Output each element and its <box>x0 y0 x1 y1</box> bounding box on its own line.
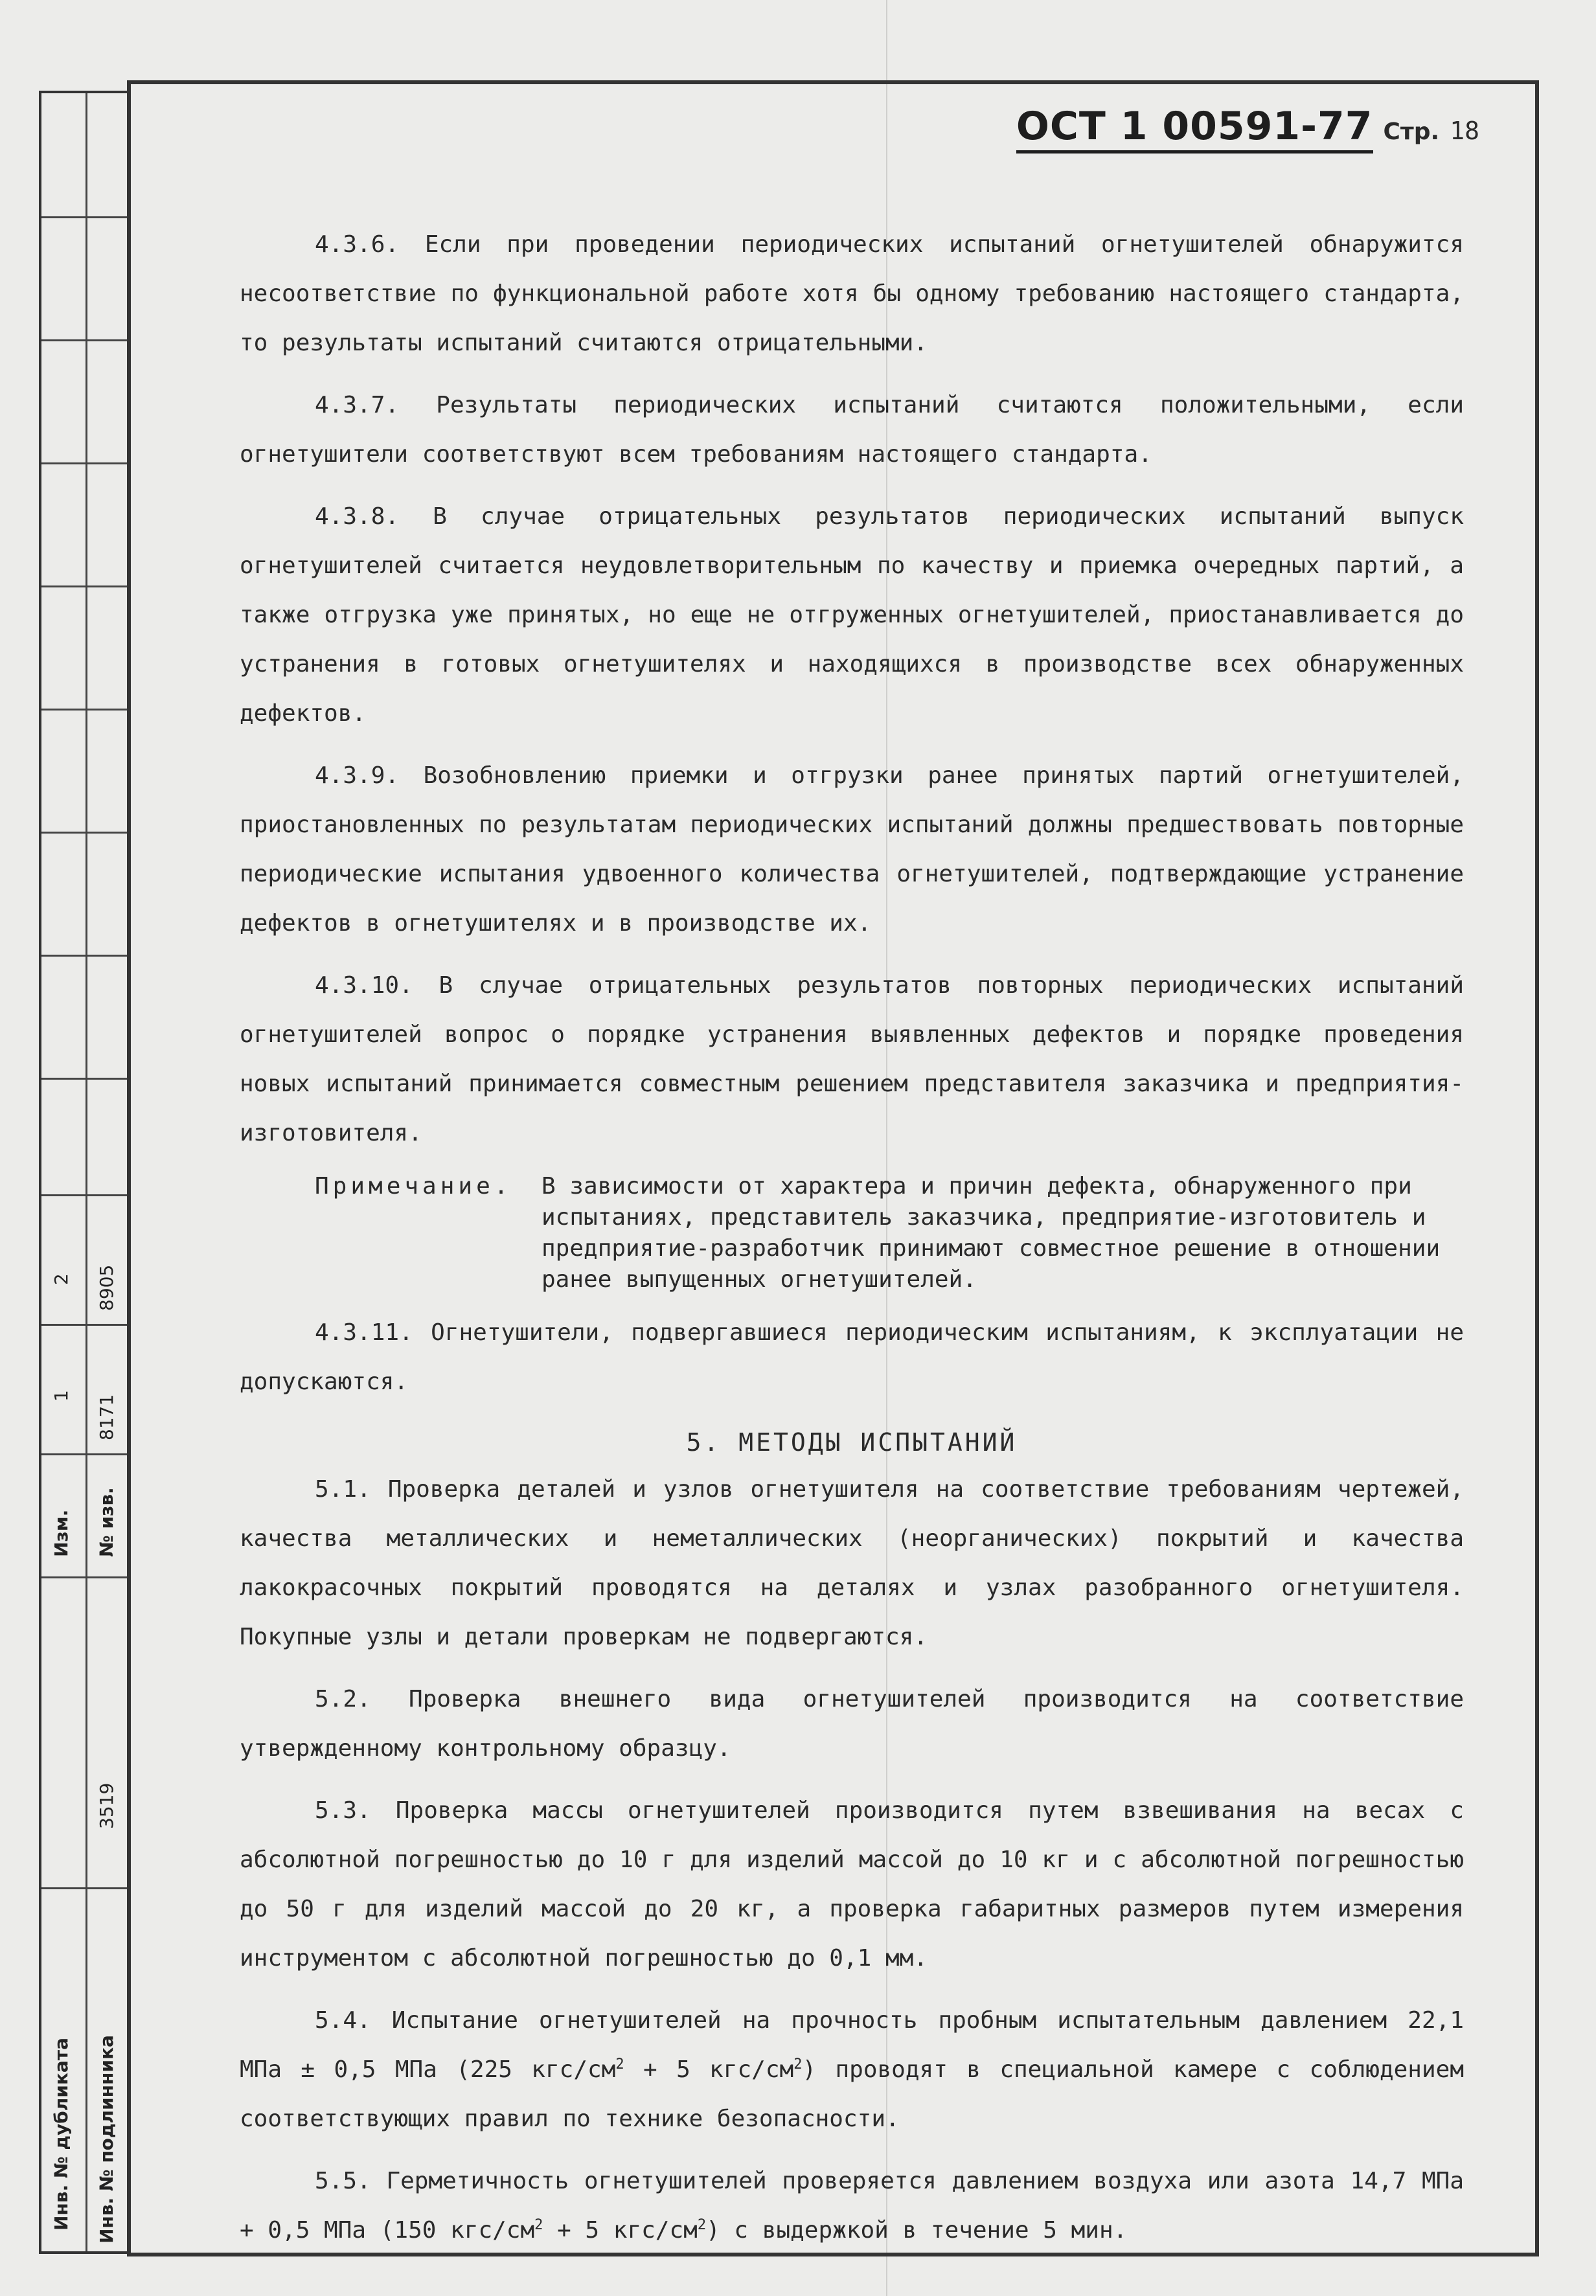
inv-dubl-label: Инв. № дубликата <box>51 2038 72 2231</box>
paragraph-5-4 <box>240 1996 1464 2144</box>
margin-rule <box>41 1324 127 1326</box>
paragraph-4-3-6 <box>240 220 1464 368</box>
paragraph-text: 4.3.7. Результаты периодических испытаний считаются положительными, если огнетушители соответствуют всем требованиям настоящего стандарта. <box>240 392 1464 468</box>
paragraph-4-3-11 <box>240 1308 1464 1407</box>
margin-rule <box>41 585 127 587</box>
no-izv-label: № изв. <box>96 1487 117 1557</box>
paragraph-4-3-10 <box>240 961 1464 1158</box>
paragraph-text: 5.5. Герметичность огнетушителей проверяется давлением воздуха или азота 14,7 МПа + 0,5 МПа (150 кгс/см <box>240 2168 1464 2244</box>
margin-rule <box>41 339 127 341</box>
note-text: В зависимости от характера и причин дефекта, обнаруженного при испытаниях, представитель заказчика, предприятие-изготовитель и предприятие-разработчик принимают совместное решение в отношении ранее выпущенных огнетушителей. <box>542 1173 1441 1293</box>
superscript: 2 <box>615 2056 624 2073</box>
inv-podl-label: Инв. № подлинника <box>96 2035 117 2244</box>
paragraph-text: 4.3.10. В случае отрицательных результатов повторных периодических испытаний огнетушителей вопрос о порядке устранения выявленных дефектов и порядке проведения новых испытаний принимается совместным решением представителя заказчика и предприятия-изготовителя. <box>240 972 1464 1146</box>
standard-code: ОСТ 1 00591-77 <box>1016 104 1373 153</box>
document-header <box>1016 104 1479 153</box>
paragraph-text: + 5 кгс/см <box>624 2056 794 2083</box>
paragraph-4-3-7 <box>240 381 1464 479</box>
inv-podl-number: 3519 <box>96 1782 117 1829</box>
margin-table <box>39 91 130 2254</box>
paragraph-5-2 <box>240 1675 1464 1773</box>
paragraph-4-3-8 <box>240 492 1464 738</box>
paragraph-text: ) проводят в специальной камере с соблюдением соответствующих правил по технике безопасности. <box>240 2056 1464 2132</box>
margin-rule <box>41 832 127 834</box>
document-body <box>240 220 1464 2268</box>
izm-value-1: 1 <box>51 1390 72 1402</box>
no-izv-value-2: 8905 <box>96 1264 117 1311</box>
paragraph-5-1 <box>240 1465 1464 1662</box>
margin-rule <box>41 462 127 464</box>
paragraph-4-3-9 <box>240 751 1464 948</box>
margin-rule <box>41 955 127 957</box>
paragraph-text: 5.1. Проверка деталей и узлов огнетушителя на соответствие требованиям чертежей, качества металлических и неметаллических (неорганических) покрытий и качества лакокрасочных покрытий проводятся на деталях и узлах разобранного огнетушителя. Покупные узлы и детали проверкам не подвергаются. <box>240 1476 1464 1650</box>
superscript: 2 <box>697 2217 707 2233</box>
paragraph-text: 5.3. Проверка массы огнетушителей производится путем взвешивания на весах с абсолютной погрешностью до 10 г для изделий массой до 10 кг и с абсолютной погрешностью до 50 г для изделий массой до 20 кг, а проверка габаритных размеров путем измерения инструментом с абсолютной погрешностью до 0,1 мм. <box>240 1797 1464 1972</box>
izm-label: Изм. <box>51 1509 72 1557</box>
margin-rule <box>41 216 127 218</box>
margin-column-divider <box>86 93 87 2251</box>
paragraph-text: 4.3.9. Возобновлению приемки и отгрузки ранее принятых партий огнетушителей, приостановленных по результатам периодических испытаний должны предшествовать повторные периодические испытания удвоенного количества огнетушителей, подтверждающие устранение дефектов в огнетушителях и в производстве их. <box>240 762 1464 937</box>
margin-rule <box>41 1887 127 1889</box>
margin-rule <box>41 1194 127 1196</box>
section-title: 5. МЕТОДЫ ИСПЫТАНИЙ <box>686 1428 1018 1457</box>
paragraph-text: + 5 кгс/см <box>543 2217 698 2244</box>
paragraph-text: 5.2. Проверка внешнего вида огнетушителей производится на соответствие утвержденному контрольному образцу. <box>240 1686 1464 1762</box>
superscript: 2 <box>534 2217 543 2233</box>
paragraph-text: 4.3.6. Если при проведении периодических испытаний огнетушителей обнаружится несоответствие по функциональной работе хотя бы одному требованию настоящего стандарта, то результаты испытаний считаются отрицательными. <box>240 231 1464 356</box>
paragraph-text: 5.4. Испытание огнетушителей на прочность пробным испытательным давлением 22,1 МПа ± 0,5 МПа (225 кгс/см <box>240 2007 1464 2083</box>
paragraph-text: ) с выдержкой в течение 5 мин. <box>706 2217 1128 2244</box>
page-number: 18 <box>1450 117 1479 145</box>
superscript: 2 <box>793 2056 803 2073</box>
note-label: Примечание. <box>315 1173 512 1199</box>
paragraph-5-3 <box>240 1786 1464 1983</box>
izm-value-2: 2 <box>51 1273 72 1285</box>
no-izv-value-1: 8171 <box>96 1394 117 1440</box>
margin-rule <box>41 709 127 710</box>
paragraph-5-5 <box>240 2157 1464 2255</box>
page-label: Стр. <box>1383 119 1440 145</box>
margin-rule <box>41 1078 127 1080</box>
note-block <box>240 1171 1464 1295</box>
paragraph-text: 4.3.8. В случае отрицательных результатов периодических испытаний выпуск огнетушителей считается неудовлетворительным по качеству и приемка очередных партий, а также отгрузка уже принятых, но еще не отгруженных огнетушителей, приостанавливается до устранения в готовых огнетушителях и находящихся в производстве всех обнаруженных дефектов. <box>240 503 1464 727</box>
margin-rule <box>41 1453 127 1455</box>
paragraph-text: 4.3.11. Огнетушители, подвергавшиеся периодическим испытаниям, к эксплуатации не допускаются. <box>240 1319 1464 1395</box>
margin-rule <box>41 1576 127 1578</box>
